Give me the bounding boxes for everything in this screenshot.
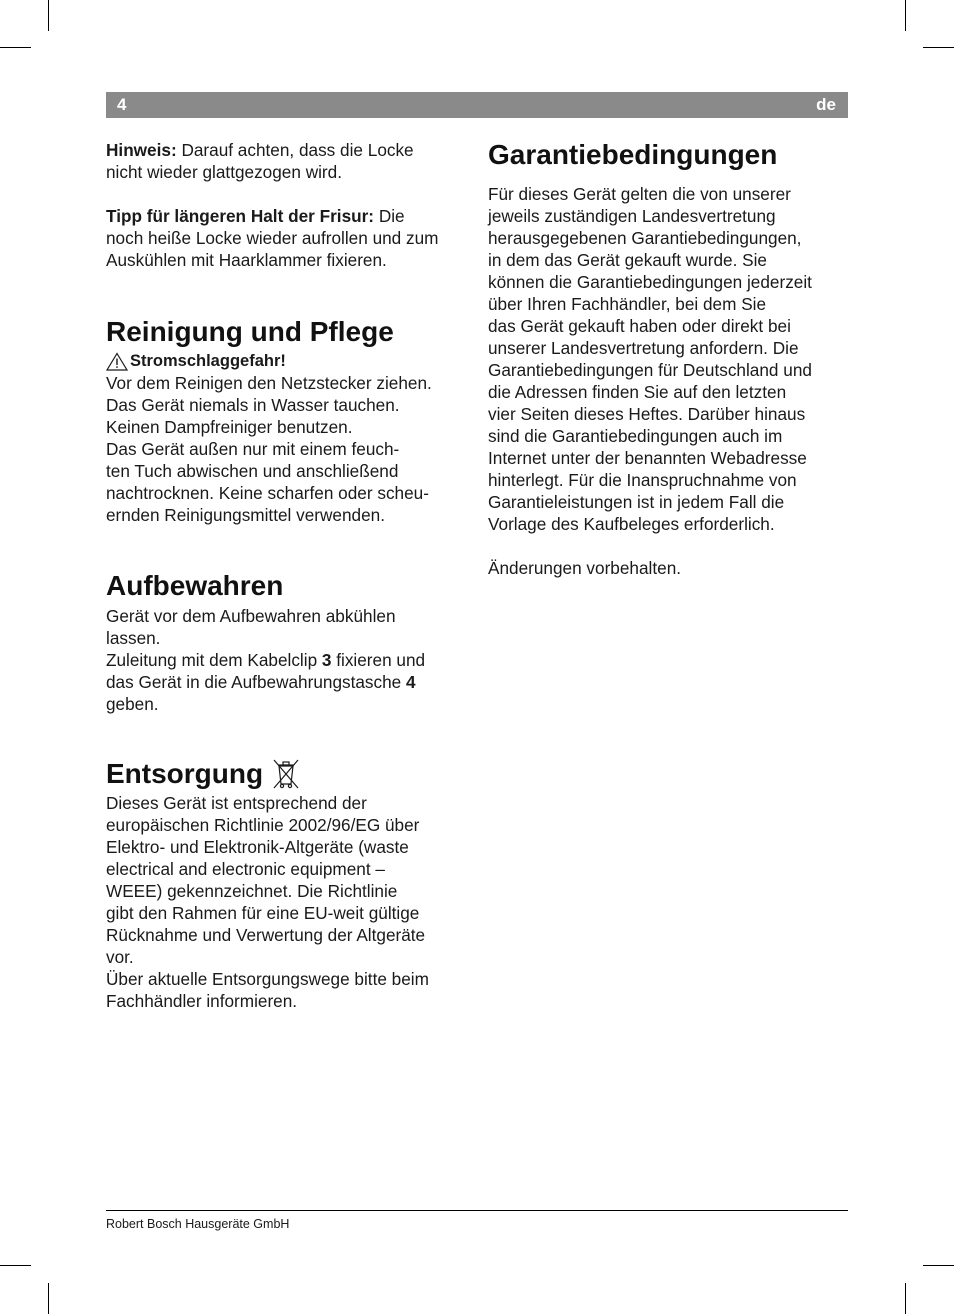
hinweis-label: Hinweis:	[106, 140, 177, 160]
warning-text: Stromschlaggefahr!	[130, 352, 286, 370]
footer-company: Robert Bosch Hausgeräte GmbH	[106, 1217, 290, 1231]
garantie-text: Für dieses Gerät gelten die von unserer jeweils zuständigen Landesvertretung herausgegebenen Garantiebedingungen, in dem das Gerät gekauft wurde. Sie können die Garantiebedingungen jederzeit über Ihren Fachhändler, bei dem Sie das Gerät gekauft haben oder direkt bei unserer Landesvertretung anfordern. Die Garantiebedingungen für Deutschland und die Adressen finden Sie auf den letzten vier Seiten dieses Heftes. Darüber hinaus sind die Garantiebedingungen auch im Internet unter der benannten Webadresse hinterlegt. Für die Inanspruchnahme von Garantieleistungen ist in jedem Fall die Vorlage des Kaufbeleges erforderlich.	[488, 184, 812, 534]
page-number: 4	[117, 95, 127, 114]
right-column	[488, 139, 848, 579]
entsorgung-text: Dieses Gerät ist entsprechend der europäischen Richtlinie 2002/96/EG über Elektro- und Elektronik-Altgeräte (waste electrical and electronic equipment – WEEE) gekennzeichnet. Die Richtlinie gibt den Rahmen für eine EU-weit gültige Rücknahme und Verwertung der Altgeräte vor. Über aktuelle Entsorgungswege bitte beim Fachhändler informieren.	[106, 793, 429, 1011]
crop-mark	[48, 0, 49, 31]
reinigung-text: Vor dem Reinigen den Netzstecker ziehen. Das Gerät niemals in Wasser tauchen. Keinen Dampfreiniger benutzen. Das Gerät außen nur mit einem feuch- ten Tuch abwischen und anschließend nachtrocknen. Keine scharfen oder scheu- ernden Reinigungsmittel verwenden.	[106, 373, 432, 525]
tasche-number: 4	[406, 672, 416, 692]
warning-line	[106, 350, 468, 372]
left-column	[106, 139, 468, 1012]
changes-note: Änderungen vorbehalten.	[488, 558, 682, 578]
heading-reinigung: Reinigung und Pflege	[106, 316, 394, 347]
crop-mark	[905, 0, 906, 31]
kabelclip-number: 3	[321, 650, 332, 670]
language-code: de	[816, 95, 836, 114]
page-header-bar	[106, 92, 848, 118]
crop-mark	[905, 1283, 906, 1314]
tipp-label: Tipp für längeren Halt der Frisur:	[106, 206, 375, 226]
warning-triangle-icon	[106, 352, 128, 371]
heading-garantie: Garantiebedingungen	[488, 139, 778, 170]
crossed-bin-icon	[271, 757, 301, 791]
crop-mark	[0, 1265, 31, 1266]
crop-mark	[923, 1265, 954, 1266]
tipp-note: Tipp für längeren Halt der Frisur: Die noch heiße Locke wieder aufrollen und zum Auskühlen mit Haarklammer fixieren.	[106, 206, 439, 270]
crop-mark	[0, 47, 31, 48]
aufbewahren-text: Gerät vor dem Aufbewahren abkühlen lassen. Zuleitung mit dem Kabelclip 3 fixieren und das Gerät in die Aufbewahrungstasche 4 geben.	[106, 606, 426, 714]
crop-mark	[923, 47, 954, 48]
footer-rule	[106, 1210, 848, 1211]
heading-aufbewahren: Aufbewahren	[106, 570, 284, 601]
heading-entsorgung: Entsorgung	[106, 757, 468, 791]
crop-mark	[48, 1283, 49, 1314]
hinweis-note: Hinweis: Darauf achten, dass die Locke nicht wieder glattgezogen wird.	[106, 140, 414, 182]
